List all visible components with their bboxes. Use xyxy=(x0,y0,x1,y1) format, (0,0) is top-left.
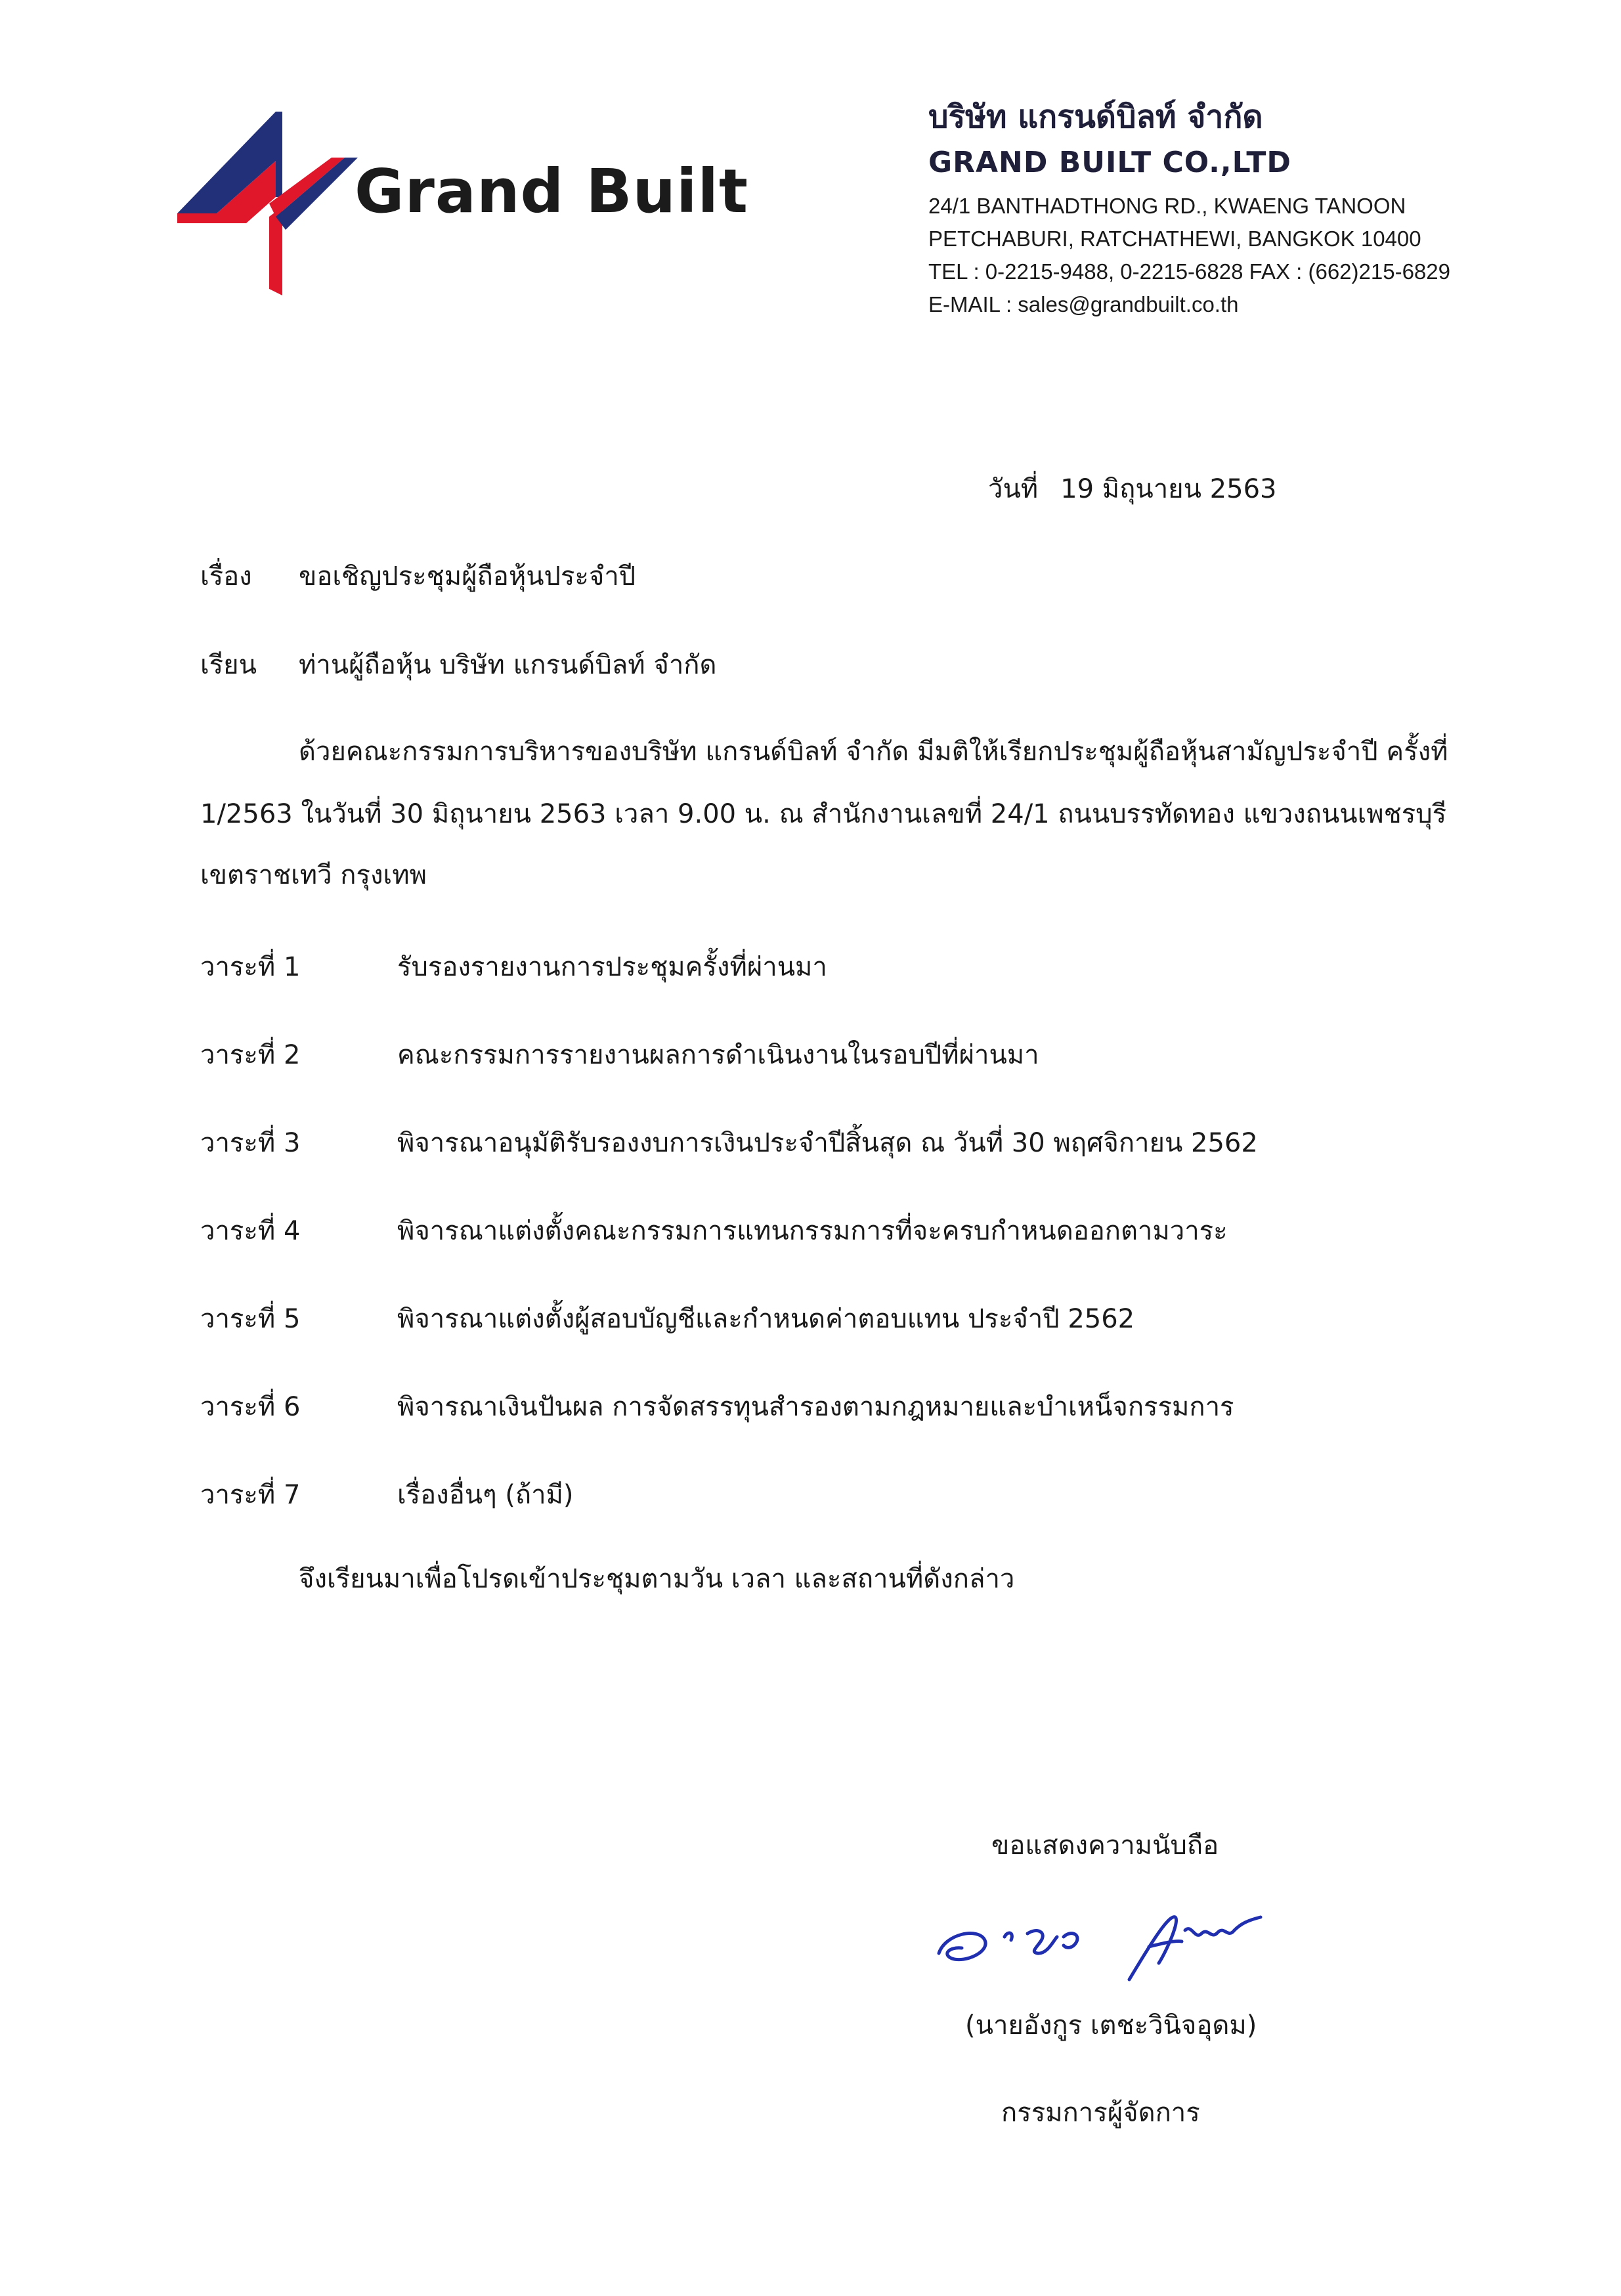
agenda-item xyxy=(200,1297,1135,1339)
agenda-item xyxy=(200,945,827,987)
closing-sentence: จึงเรียนมาเพื่อโปรดเข้าประชุมตามวัน เวลา และสถานที่ดังกล่าว xyxy=(299,1564,1015,1594)
company-address-line-1: 24/1 BANTHADTHONG RD., KWAENG TANOON xyxy=(928,194,1406,218)
date-label: วันที่ xyxy=(988,474,1039,504)
company-name-thai: บริษัท แกรนด์บิลท์ จำกัด xyxy=(928,98,1263,135)
company-name-english: GRAND BUILT CO.,LTD xyxy=(928,146,1291,179)
letter-subject xyxy=(200,555,636,597)
handwritten-signature xyxy=(932,1901,1300,1986)
agenda-number: วาระที่ 3 xyxy=(200,1128,301,1158)
agenda-text: รับรองรายงานการประชุมครั้งที่ผ่านมา xyxy=(397,952,827,982)
company-logo xyxy=(177,98,749,295)
body-line-2: 1/2563 ในวันที่ 30 มิถุนายน 2563 เวลา 9.00 น. ณ สำนักงานเลขที่ 24/1 ถนนบรรทัดทอง แขวงถนนเพชรบุรี xyxy=(200,799,1447,829)
letter-recipient xyxy=(200,643,716,685)
letter-date xyxy=(988,467,1276,509)
logo-brand-text: Grand Built xyxy=(355,156,749,227)
signer-title: กรรมการผู้จัดการ xyxy=(1001,2098,1200,2128)
company-address-line-2: PETCHABURI, RATCHATHEWI, BANGKOK 10400 xyxy=(928,227,1421,251)
agenda-text: พิจารณาแต่งตั้งคณะกรรมการแทนกรรมการที่จะครบกำหนดออกตามวาระ xyxy=(397,1216,1228,1246)
body-line-1: ด้วยคณะกรรมการบริหารของบริษัท แกรนด์บิลท์ จำกัด มีมติให้เรียกประชุมผู้ถือหุ้นสามัญประจำปี ครั้งที่ xyxy=(299,737,1448,767)
company-header xyxy=(928,92,1598,317)
company-email: E-MAIL : sales@grandbuilt.co.th xyxy=(928,292,1239,316)
agenda-text: เรื่องอื่นๆ (ถ้ามี) xyxy=(397,1480,574,1510)
agenda-text: พิจารณาแต่งตั้งผู้สอบบัญชีและกำหนดค่าตอบแทน ประจำปี 2562 xyxy=(397,1304,1135,1334)
date-value: 19 มิถุนายน 2563 xyxy=(1060,474,1277,504)
agenda-item xyxy=(200,1473,574,1515)
signer-name: (นายอังกูร เตชะวินิจอุดม) xyxy=(965,2010,1257,2041)
agenda-number: วาระที่ 2 xyxy=(200,1040,301,1070)
company-phone-fax: TEL : 0-2215-9488, 0-2215-6828 FAX : (662)215-6829 xyxy=(928,259,1450,284)
recipient-text: ท่านผู้ถือหุ้น บริษัท แกรนด์บิลท์ จำกัด xyxy=(299,650,717,680)
agenda-text: พิจารณาเงินปันผล การจัดสรรทุนสำรองตามกฎหมายและบำเหน็จกรรมการ xyxy=(397,1392,1234,1422)
subject-text: ขอเชิญประชุมผู้ถือหุ้นประจำปี xyxy=(299,561,636,592)
agenda-item xyxy=(200,1385,1234,1427)
recipient-label: เรียน xyxy=(200,650,257,680)
agenda-text: คณะกรรมการรายงานผลการดำเนินงานในรอบปีที่ผ่านมา xyxy=(397,1040,1039,1070)
agenda-item xyxy=(200,1121,1258,1163)
grand-built-logo-icon xyxy=(177,98,361,295)
agenda-item xyxy=(200,1033,1039,1075)
agenda-number: วาระที่ 5 xyxy=(200,1304,301,1334)
agenda-number: วาระที่ 7 xyxy=(200,1480,301,1510)
agenda-number: วาระที่ 4 xyxy=(200,1216,301,1246)
agenda-number: วาระที่ 1 xyxy=(200,952,301,982)
agenda-number: วาระที่ 6 xyxy=(200,1392,301,1422)
agenda-item xyxy=(200,1209,1228,1251)
agenda-text: พิจารณาอนุมัติรับรองงบการเงินประจำปีสิ้นสุด ณ วันที่ 30 พฤศจิกายน 2562 xyxy=(397,1128,1258,1158)
regards-text: ขอแสดงความนับถือ xyxy=(991,1830,1219,1861)
subject-label: เรื่อง xyxy=(200,561,252,592)
body-line-3: เขตราชเทวี กรุงเทพ xyxy=(200,860,427,890)
